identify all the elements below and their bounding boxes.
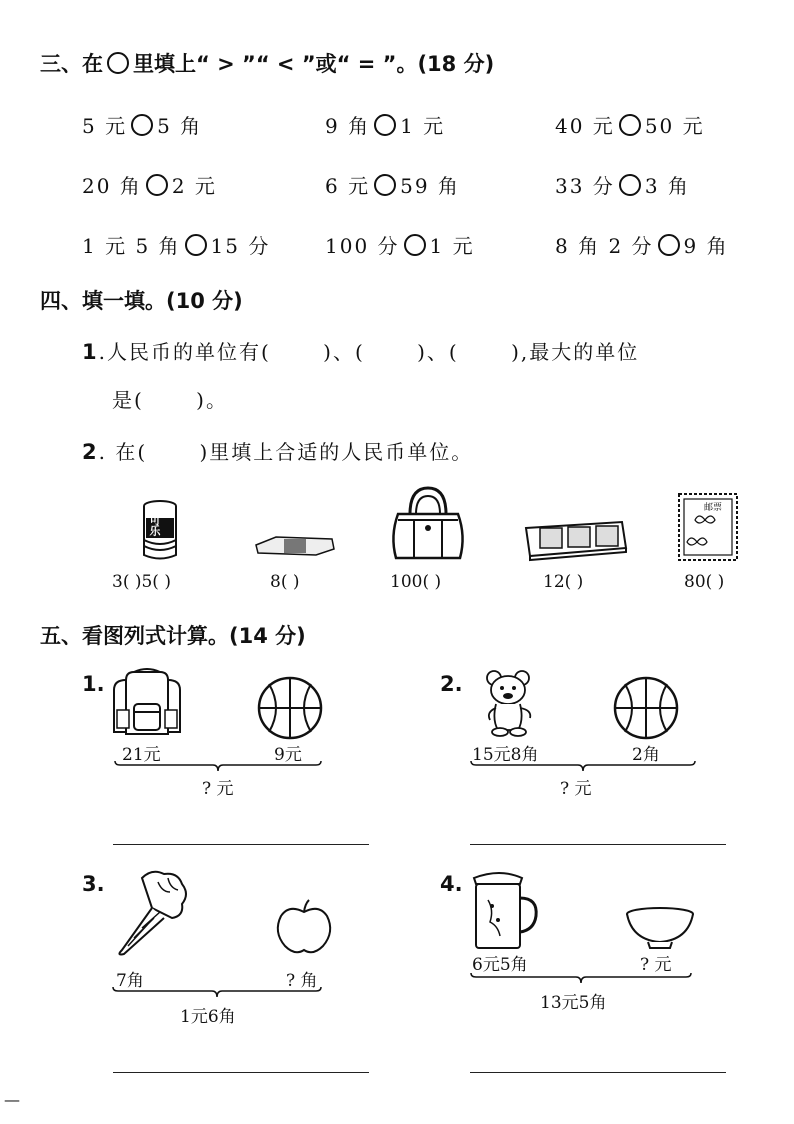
stamp-text: 邮票 bbox=[704, 503, 723, 513]
section-4-title: 四、填一填。(10 分) bbox=[40, 289, 243, 313]
question-1-text: .人民币的单位有( )、( )、( ),最大的单位 bbox=[98, 340, 640, 364]
comparison-left: 5 元 bbox=[82, 114, 128, 138]
problem-right-price: ? 角 bbox=[286, 971, 318, 991]
question-1-line2: 是( )。 bbox=[112, 388, 228, 412]
answer-circle[interactable] bbox=[658, 234, 680, 256]
comparison-right: 1 元 bbox=[429, 234, 475, 258]
apple-icon bbox=[275, 898, 333, 956]
bowl-icon bbox=[624, 906, 696, 950]
problem-number: 1. bbox=[82, 672, 105, 696]
question-2-text: . 在( )里填上合适的人民币单位。 bbox=[98, 440, 474, 464]
comparison-right: 50 元 bbox=[644, 114, 705, 138]
eraser-icon bbox=[254, 535, 336, 557]
section-5-title: 五、看图列式计算。(14 分) bbox=[40, 624, 306, 648]
comparison-item bbox=[82, 230, 270, 259]
item-price-label[interactable]: 8( ) bbox=[270, 572, 300, 592]
problem-number: 4. bbox=[440, 872, 463, 896]
cola-can-label: 可乐 bbox=[148, 514, 161, 536]
problem-right-price: 2角 bbox=[632, 745, 660, 765]
answer-circle[interactable] bbox=[374, 174, 396, 196]
cabbage-icon bbox=[112, 868, 188, 958]
problem-right-price: ? 元 bbox=[640, 955, 672, 975]
comparison-right: 59 角 bbox=[400, 174, 460, 198]
answer-circle[interactable] bbox=[185, 234, 207, 256]
comparison-item bbox=[325, 110, 445, 139]
answer-line-3[interactable] bbox=[113, 1072, 369, 1073]
question-1-number: 1 bbox=[82, 340, 99, 364]
teddy-bear-icon bbox=[482, 668, 538, 736]
question-2 bbox=[82, 436, 473, 465]
comparison-left: 1 元 5 角 bbox=[82, 234, 181, 258]
answer-circle[interactable] bbox=[374, 114, 396, 136]
section-3-title-pre: 三、在 bbox=[40, 52, 103, 76]
basketball-icon bbox=[257, 676, 323, 740]
answer-circle[interactable] bbox=[131, 114, 153, 136]
comparison-left: 9 角 bbox=[325, 114, 371, 138]
circle-blank-icon bbox=[107, 52, 129, 74]
comparison-item bbox=[325, 230, 475, 259]
comparison-right: 5 角 bbox=[157, 114, 203, 138]
comparison-left: 20 角 bbox=[82, 174, 142, 198]
answer-line-1[interactable] bbox=[113, 844, 369, 845]
mug-icon bbox=[470, 870, 540, 952]
answer-line-4[interactable] bbox=[470, 1072, 726, 1073]
problem-left-price: 6元5角 bbox=[472, 955, 528, 975]
problem-left-price: 7角 bbox=[116, 971, 144, 991]
handbag-icon bbox=[390, 486, 466, 560]
comparison-right: 9 角 bbox=[683, 234, 729, 258]
comparison-item bbox=[555, 230, 729, 259]
comparison-item bbox=[82, 170, 217, 199]
backpack-icon bbox=[112, 670, 182, 738]
pencil-box-icon bbox=[522, 518, 630, 560]
question-2-number: 2 bbox=[82, 440, 99, 464]
item-price-label[interactable]: 100( ) bbox=[390, 572, 442, 592]
problem-left-price: 15元8角 bbox=[472, 745, 539, 765]
brace-icon bbox=[470, 760, 696, 772]
comparison-item bbox=[555, 110, 705, 139]
answer-line-2[interactable] bbox=[470, 844, 726, 845]
comparison-left: 40 元 bbox=[555, 114, 615, 138]
comparison-item bbox=[325, 170, 460, 199]
answer-circle[interactable] bbox=[146, 174, 168, 196]
comparison-right: 2 元 bbox=[171, 174, 217, 198]
section-3-title bbox=[40, 48, 494, 78]
answer-circle[interactable] bbox=[619, 114, 641, 136]
answer-circle[interactable] bbox=[619, 174, 641, 196]
problem-total: ? 元 bbox=[560, 779, 592, 799]
footer-mark: — bbox=[4, 1090, 20, 1109]
comparison-left: 100 分 bbox=[325, 234, 400, 258]
comparison-left: 8 角 2 分 bbox=[555, 234, 654, 258]
brace-icon bbox=[114, 760, 322, 772]
item-price-label[interactable]: 3( )5( ) bbox=[112, 572, 171, 592]
question-1-line1 bbox=[82, 336, 639, 365]
brace-icon bbox=[470, 972, 692, 984]
section-3-title-post: 里填上“ > ”“ < ”或“ = ”。(18 分) bbox=[133, 52, 495, 76]
problem-number: 2. bbox=[440, 672, 463, 696]
problem-total: 13元5角 bbox=[540, 993, 607, 1013]
problem-left-price: 21元 bbox=[122, 745, 161, 765]
comparison-item bbox=[555, 170, 690, 199]
problem-number: 3. bbox=[82, 872, 105, 896]
problem-right-price: 9元 bbox=[274, 745, 302, 765]
comparison-item bbox=[82, 110, 202, 139]
comparison-right: 1 元 bbox=[400, 114, 446, 138]
comparison-right: 3 角 bbox=[644, 174, 690, 198]
problem-total: ? 元 bbox=[202, 779, 234, 799]
item-price-label[interactable]: 12( ) bbox=[543, 572, 584, 592]
brace-icon bbox=[112, 986, 322, 998]
item-price-label[interactable]: 80( ) bbox=[684, 572, 725, 592]
comparison-left: 33 分 bbox=[555, 174, 615, 198]
answer-circle[interactable] bbox=[404, 234, 426, 256]
comparison-left: 6 元 bbox=[325, 174, 371, 198]
problem-total: 1元6角 bbox=[180, 1007, 236, 1027]
comparison-right: 15 分 bbox=[210, 234, 271, 258]
basketball-icon-2 bbox=[613, 676, 679, 740]
